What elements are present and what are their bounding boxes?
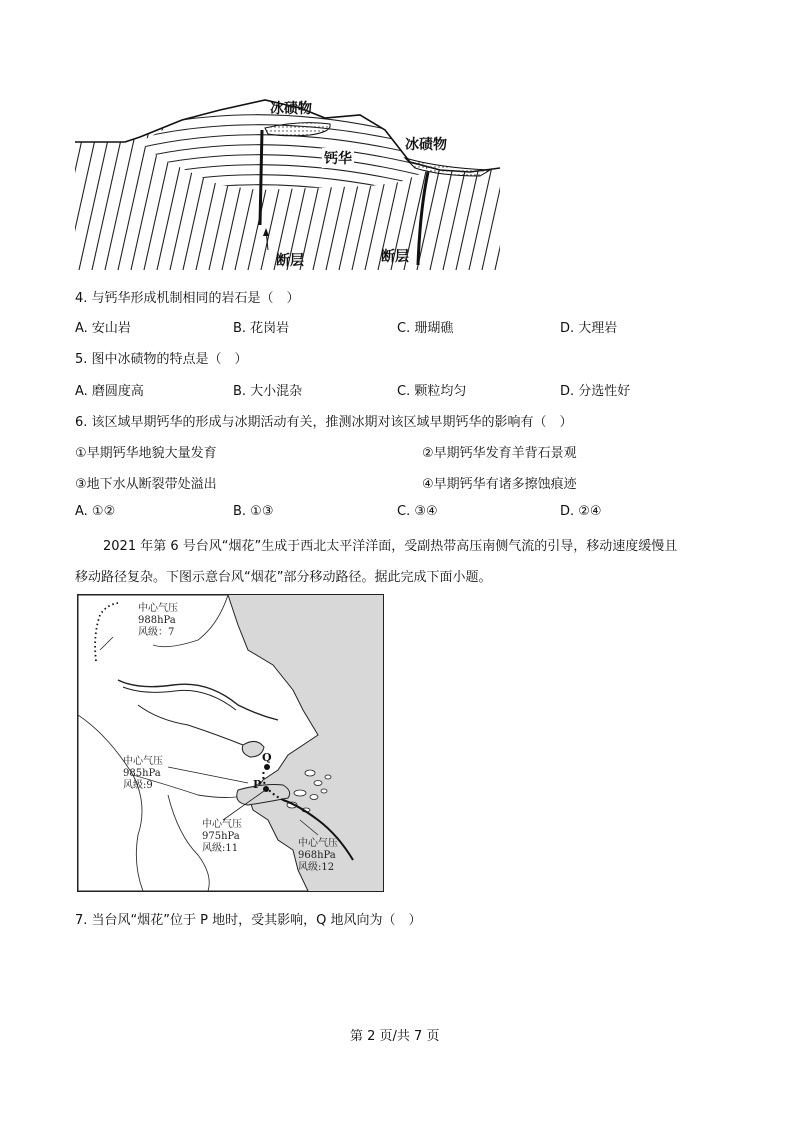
typhoon-track-map: [77, 594, 384, 892]
station-label-4: 中心气压 968hPa 风级:12: [298, 838, 338, 873]
question-6-option-a[interactable]: A. ①②: [75, 504, 116, 519]
page-number: 第 2 页/共 7 页: [350, 1029, 440, 1044]
question-6-option-b[interactable]: B. ①③: [233, 504, 274, 519]
intro-line-2: 移动路径复杂。下图示意台风“烟花”部分移动路径。据此完成下面小题。: [75, 570, 492, 585]
question-4-option-a[interactable]: A. 安山岩: [75, 321, 131, 336]
question-5-option-d[interactable]: D. 分选性好: [560, 384, 631, 399]
intro-line-1: 2021 年第 6 号台风“烟花”生成于西北太平洋洋面，受副热带高压南侧气流的引导，移动速度缓慢且: [103, 539, 678, 554]
station-label-1: 中心气压 988hPa 风级：7: [138, 603, 178, 638]
question-6-statement-4: ④早期钙华有诸多擦蚀痕迹: [422, 477, 577, 492]
land-area: [78, 595, 318, 891]
station-label-3: 中心气压 975hPa 风级:11: [202, 819, 242, 854]
question-4-option-d[interactable]: D. 大理岩: [560, 321, 618, 336]
point-p-label: P: [253, 778, 262, 791]
fault-label-left: 断层: [276, 253, 304, 269]
glacial-deposit-label-right: 冰碛物: [405, 137, 447, 153]
question-6-option-c[interactable]: C. ③④: [397, 504, 438, 519]
question-4-stem: 4. 与钙华形成机制相同的岩石是（ ）: [75, 291, 300, 306]
question-4-option-b[interactable]: B. 花岗岩: [233, 321, 290, 336]
question-6-statement-1: ①早期钙华地貌大量发育: [75, 446, 217, 461]
question-4-option-c[interactable]: C. 珊瑚礁: [397, 321, 454, 336]
fault-left-line: [260, 130, 262, 225]
question-6-statement-2: ②早期钙华发育羊背石景观: [422, 446, 577, 461]
question-5-stem: 5. 图中冰碛物的特点是（ ）: [75, 352, 248, 367]
fault-label-right: 断层: [381, 249, 409, 265]
glacial-deposit-label-top: 冰碛物: [270, 101, 312, 117]
islands: [287, 770, 331, 812]
point-q-label: Q: [262, 751, 272, 764]
question-5-option-b[interactable]: B. 大小混杂: [233, 384, 303, 399]
question-7-stem: 7. 当台风“烟花”位于 P 地时，受其影响，Q 地风向为（ ）: [75, 913, 422, 928]
travertine-label: 钙华: [322, 148, 354, 168]
point-p-marker: [263, 786, 269, 792]
question-5-option-c[interactable]: C. 颗粒均匀: [397, 384, 467, 399]
question-6-stem: 6. 该区域早期钙华的形成与冰期活动有关，推测冰期对该区域早期钙华的影响有（ ）: [75, 415, 573, 430]
station-label-2: 中心气压 985hPa 风级:9: [123, 756, 163, 791]
question-6-option-d[interactable]: D. ②④: [560, 504, 602, 519]
point-q-marker: [264, 764, 270, 770]
question-5-option-a[interactable]: A. 磨圆度高: [75, 384, 144, 399]
question-6-statement-3: ③地下水从断裂带处溢出: [75, 477, 217, 492]
